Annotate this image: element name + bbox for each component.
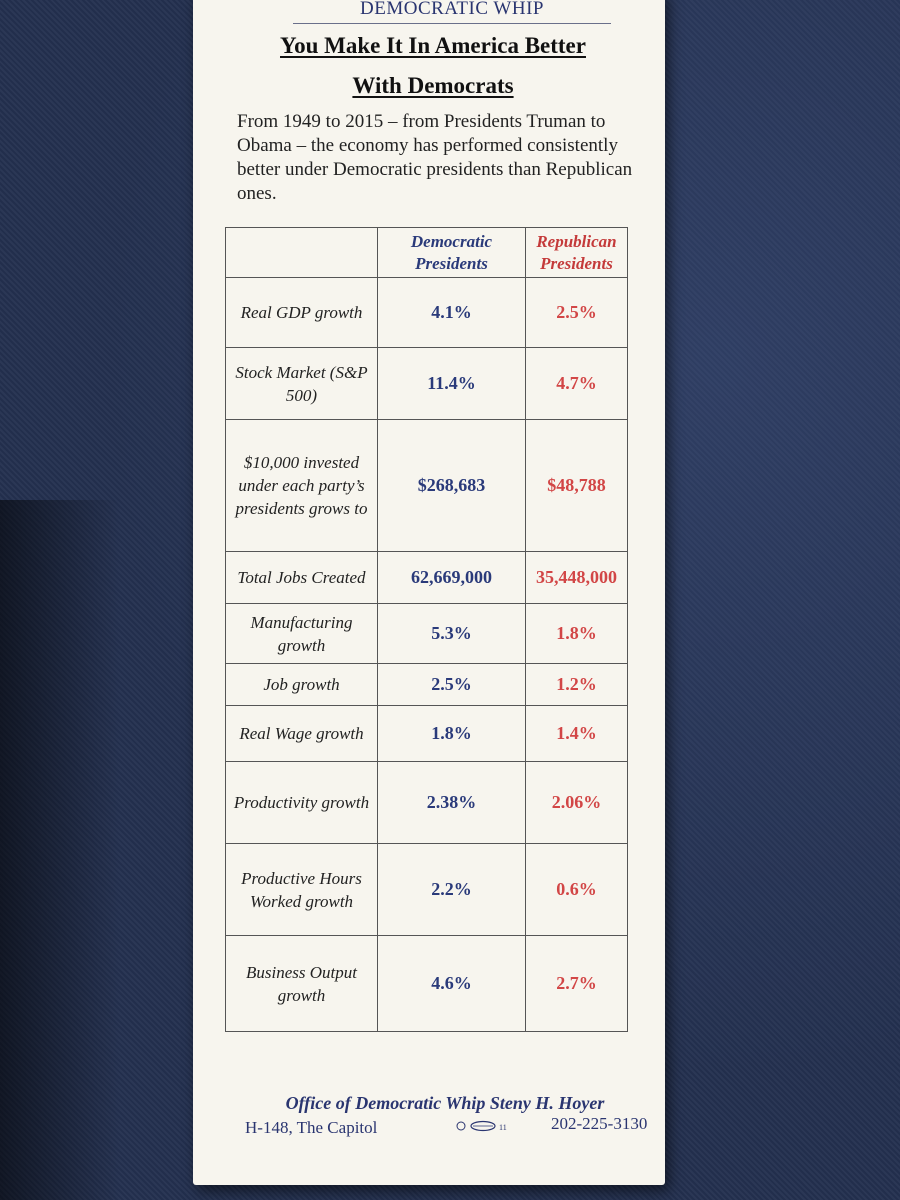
header-republican-line1: Republican [536,231,617,251]
democratic-value: 5.3% [378,604,526,664]
header-democratic-line1: Democratic [410,231,493,251]
republican-value: 4.7% [526,348,628,420]
democratic-value: 4.1% [378,278,526,348]
democratic-value: 11.4% [378,348,526,420]
democratic-value: 2.5% [378,664,526,706]
card-title-line1: You Make It In America Better [280,33,586,58]
footer-office: Office of Democratic Whip Steny H. Hoyer [285,1093,605,1113]
democratic-value: 1.8% [378,706,526,762]
row-label: Productivity growth [226,762,378,844]
table-row [226,664,628,706]
header-democratic [378,228,526,278]
row-label: Stock Market (S&P 500) [226,348,378,420]
republican-value: 2.06% [526,762,628,844]
table-row [226,278,628,348]
table-row [226,844,628,936]
row-label: Real Wage growth [226,706,378,762]
table-row [226,706,628,762]
header-republican [526,228,628,278]
republican-value: 1.2% [526,664,628,706]
republican-value: 1.4% [526,706,628,762]
democratic-value: $268,683 [378,420,526,552]
row-label: Productive Hours Worked growth [226,844,378,936]
table-row [226,420,628,552]
row-label: Job growth [226,664,378,706]
row-label: Total Jobs Created [226,552,378,604]
table-row [226,552,628,604]
republican-value: 35,448,000 [526,552,628,604]
header-democratic-line2: Presidents [415,253,488,273]
header-republican-line2: Presidents [540,253,613,273]
card-header: DEMOCRATIC WHIP [293,0,611,24]
printed-card [193,0,665,1185]
header-empty-cell [226,228,378,278]
footer-address: H-148, The Capitol [245,1118,378,1137]
table-row [226,348,628,420]
row-label: $10,000 invested under each party’s presidents grows to [226,420,378,552]
democratic-value: 2.2% [378,844,526,936]
row-label: Business Output growth [226,936,378,1032]
row-label: Real GDP growth [226,278,378,348]
democratic-value: 2.38% [378,762,526,844]
democratic-value: 4.6% [378,936,526,1032]
footer-phone: 202-225-3130 [551,1114,648,1133]
republican-value: $48,788 [526,420,628,552]
union-label-icon [455,1120,515,1132]
republican-value: 2.7% [526,936,628,1032]
union-mark-text: 11 [499,1123,507,1132]
intro-paragraph: From 1949 to 2015 – from Presidents Truman to Obama – the economy has performed consistently better under Democratic presidents than Republican ones. [237,111,633,204]
republican-value: 0.6% [526,844,628,936]
table-row [226,604,628,664]
table-row [226,762,628,844]
table-header-row [226,228,628,278]
card-title-line2: With Democrats [352,73,514,98]
table-row [226,936,628,1032]
republican-value: 2.5% [526,278,628,348]
comparison-table [225,227,628,1032]
republican-value: 1.8% [526,604,628,664]
background-shadow [0,500,120,1200]
row-label: Manufacturing growth [226,604,378,664]
democratic-value: 62,669,000 [378,552,526,604]
